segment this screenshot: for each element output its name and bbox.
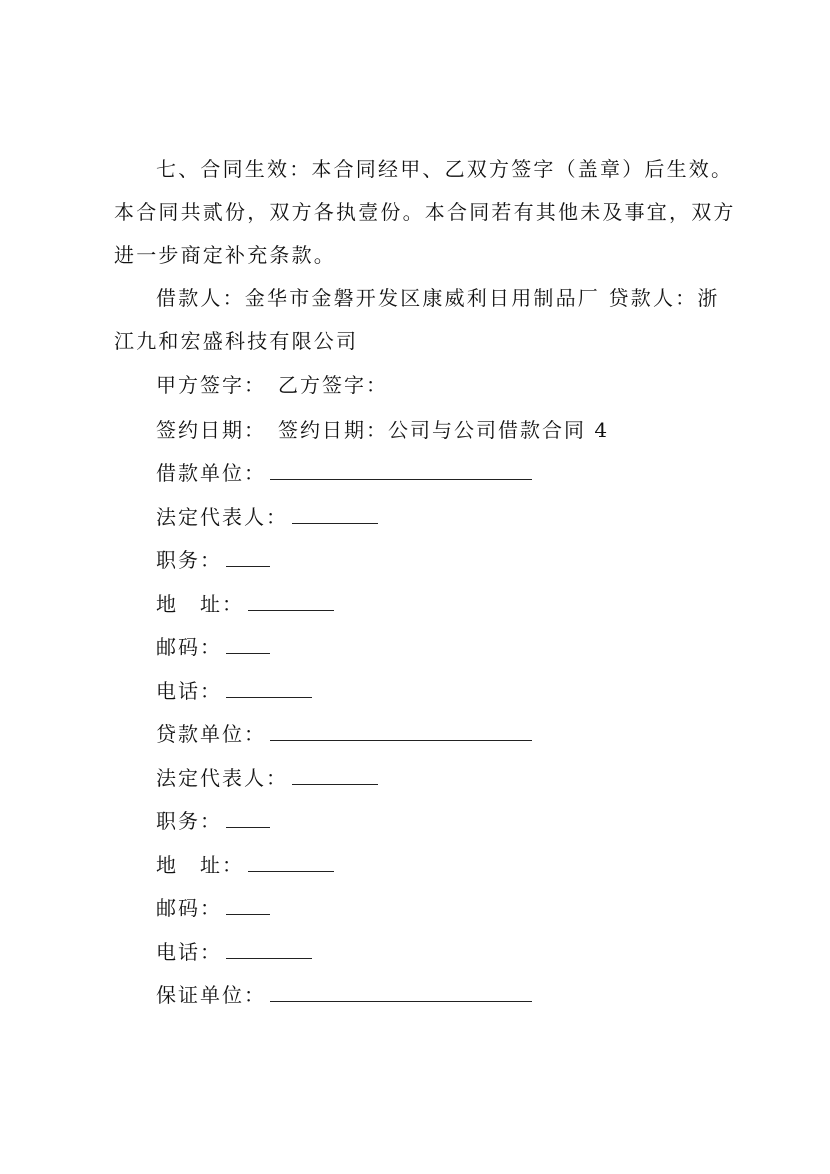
lender-unit-blank xyxy=(270,720,532,741)
borrower-position-blank xyxy=(226,546,270,567)
guarantor-unit-label: 保证单位： xyxy=(156,983,266,1007)
lender-legal-rep-field xyxy=(156,763,378,793)
lender-address-blank xyxy=(248,851,334,872)
lender-postcode-label: 邮码： xyxy=(156,896,222,920)
lender-position-label: 职务： xyxy=(156,809,222,833)
sign-dates-line: 签约日期： 签约日期：公司与公司借款合同 4 xyxy=(156,418,610,442)
guarantor-unit-blank xyxy=(270,981,532,1002)
guarantor-unit-field xyxy=(156,980,532,1010)
borrower-postcode-label: 邮码： xyxy=(156,635,222,659)
lender-unit-field xyxy=(156,719,532,749)
lender-postcode-blank xyxy=(226,894,270,915)
borrower-legal-rep-blank xyxy=(292,503,378,524)
lender-phone-field xyxy=(156,937,312,967)
lender-address-field xyxy=(156,850,334,880)
lender-address-label: 地 址： xyxy=(156,853,244,877)
lender-position-blank xyxy=(226,807,270,828)
lender-postcode-field xyxy=(156,893,270,923)
clause-seven-paragraph: 七、合同生效：本合同经甲、乙双方签字（盖章）后生效。本合同共贰份，双方各执壹份。本合同若有其他未及事宜，双方进一步商定补充条款。 xyxy=(114,157,736,267)
borrower-address-field xyxy=(156,589,334,619)
lender-unit-label: 贷款单位： xyxy=(156,722,266,746)
borrower-address-blank xyxy=(248,590,334,611)
lender-legal-rep-label: 法定代表人： xyxy=(156,766,288,790)
lender-position-field xyxy=(156,806,270,836)
borrower-position-field xyxy=(156,545,270,575)
borrower-phone-label: 电话： xyxy=(156,679,222,703)
borrower-phone-blank xyxy=(226,677,312,698)
lender-legal-rep-blank xyxy=(292,764,378,785)
lender-phone-blank xyxy=(226,938,312,959)
borrower-legal-rep-field xyxy=(156,502,378,532)
borrower-unit-field xyxy=(156,458,532,488)
parties-paragraph: 借款人：金华市金磐开发区康威利日用制品厂 贷款人：浙江九和宏盛科技有限公司 xyxy=(114,286,720,353)
borrower-legal-rep-label: 法定代表人： xyxy=(156,505,288,529)
borrower-phone-field xyxy=(156,676,312,706)
lender-phone-label: 电话： xyxy=(156,940,222,964)
signatures-line: 甲方签字： 乙方签字： xyxy=(156,373,388,397)
borrower-position-label: 职务： xyxy=(156,548,222,572)
borrower-postcode-field xyxy=(156,632,270,662)
borrower-address-label: 地 址： xyxy=(156,592,244,616)
borrower-unit-label: 借款单位： xyxy=(156,461,266,485)
borrower-postcode-blank xyxy=(226,633,270,654)
borrower-unit-blank xyxy=(270,459,532,480)
